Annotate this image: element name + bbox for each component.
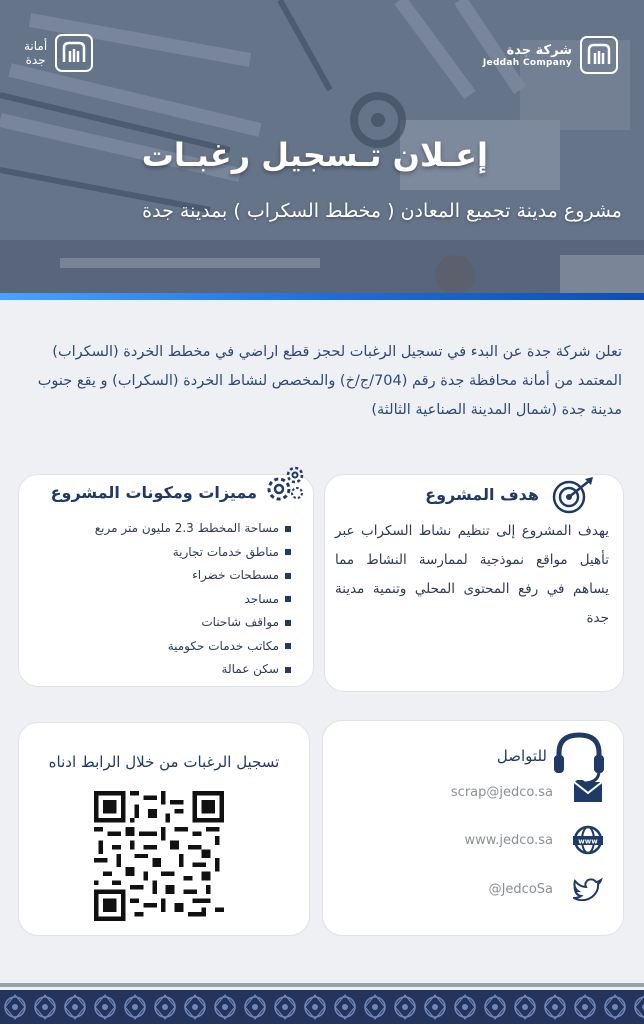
announcement-title: إعـلان تـسجيل رغبـات <box>141 136 488 174</box>
globe-www-icon <box>573 825 603 855</box>
svg-text:www: www <box>578 837 598 846</box>
list-item: سكن عمالة <box>95 658 291 682</box>
municipality-name-line1: أمانة <box>24 39 48 53</box>
contact-email-row[interactable] <box>451 781 603 803</box>
goal-body: يهدف المشروع إلى تنظيم نشاط السكراب عبر تأهيل مواقع نموذجية لممارسة النشاط مما يساهم في رفع المحتوى المحلي وتنمية مدينة جدة <box>335 523 609 626</box>
announcement-subtitle: مشروع مدينة تجميع المعادن ( مخطط السكراب ) بمدينة جدة <box>142 200 622 222</box>
municipality-emblem-icon <box>61 40 87 66</box>
company-emblem-icon <box>586 42 612 68</box>
list-item: مساحة المخطط 2.3 مليون متر مربع <box>95 517 291 541</box>
company-name-en: Jeddah Company <box>482 57 572 68</box>
contact-card <box>322 720 624 936</box>
contact-twitter[interactable]: @JedcoSa <box>488 881 553 897</box>
project-features-card <box>18 474 314 687</box>
header-accent-band <box>0 293 644 300</box>
features-title: مميزات ومكونات المشروع <box>50 483 257 502</box>
contact-title: للتواصل <box>496 747 547 765</box>
header-banner <box>0 0 644 300</box>
headset-icon <box>549 727 609 789</box>
registration-title: تسجيل الرغبات من خلال الرابط ادناه <box>48 753 280 771</box>
qr-code[interactable] <box>94 791 224 921</box>
target-icon <box>545 475 601 515</box>
registration-card <box>18 722 310 936</box>
intro-paragraph: تعلن شركة جدة عن البدء في تسجيل الرغبات لحجز قطع اراضي في مخطط الخردة (السكراب) المعتمد من أمانة محافظة جدة رقم (704/ج/خ) والمخصص لنشاط الخردة (السكراب) و يقع جنوب مدينة جدة (شمال المدينة الصناعية الثالثة) <box>37 344 622 418</box>
jeddah-company-logo <box>483 36 618 74</box>
twitter-icon <box>573 877 603 901</box>
contact-twitter-row[interactable] <box>489 877 603 901</box>
project-goal-card <box>324 474 624 692</box>
list-item: مواقف شاحنات <box>95 611 291 635</box>
list-item: مناطق خدمات تجارية <box>95 541 291 565</box>
gears-icon <box>263 461 309 507</box>
company-name-ar: شركة جدة <box>506 42 572 58</box>
features-list <box>95 517 291 682</box>
footer-pattern-band <box>0 990 644 1024</box>
list-item: مكاتب خدمات حكومية <box>95 635 291 659</box>
contact-email[interactable]: scrap@jedco.sa <box>450 784 553 800</box>
mail-icon <box>573 781 603 803</box>
footer-divider <box>0 983 644 987</box>
contact-website-row[interactable] <box>465 825 603 855</box>
municipality-logo <box>24 34 93 72</box>
municipality-logo-mark <box>55 34 93 72</box>
contact-website[interactable]: www.jedco.sa <box>464 832 553 848</box>
goal-title: هدف المشروع <box>425 485 539 504</box>
list-item: مساجد <box>95 588 291 612</box>
company-logo-mark <box>580 36 618 74</box>
arabesque-pattern-decoration <box>0 990 644 1024</box>
list-item: مسطحات خضراء <box>95 564 291 588</box>
municipality-name-line2: جدة <box>25 53 46 67</box>
